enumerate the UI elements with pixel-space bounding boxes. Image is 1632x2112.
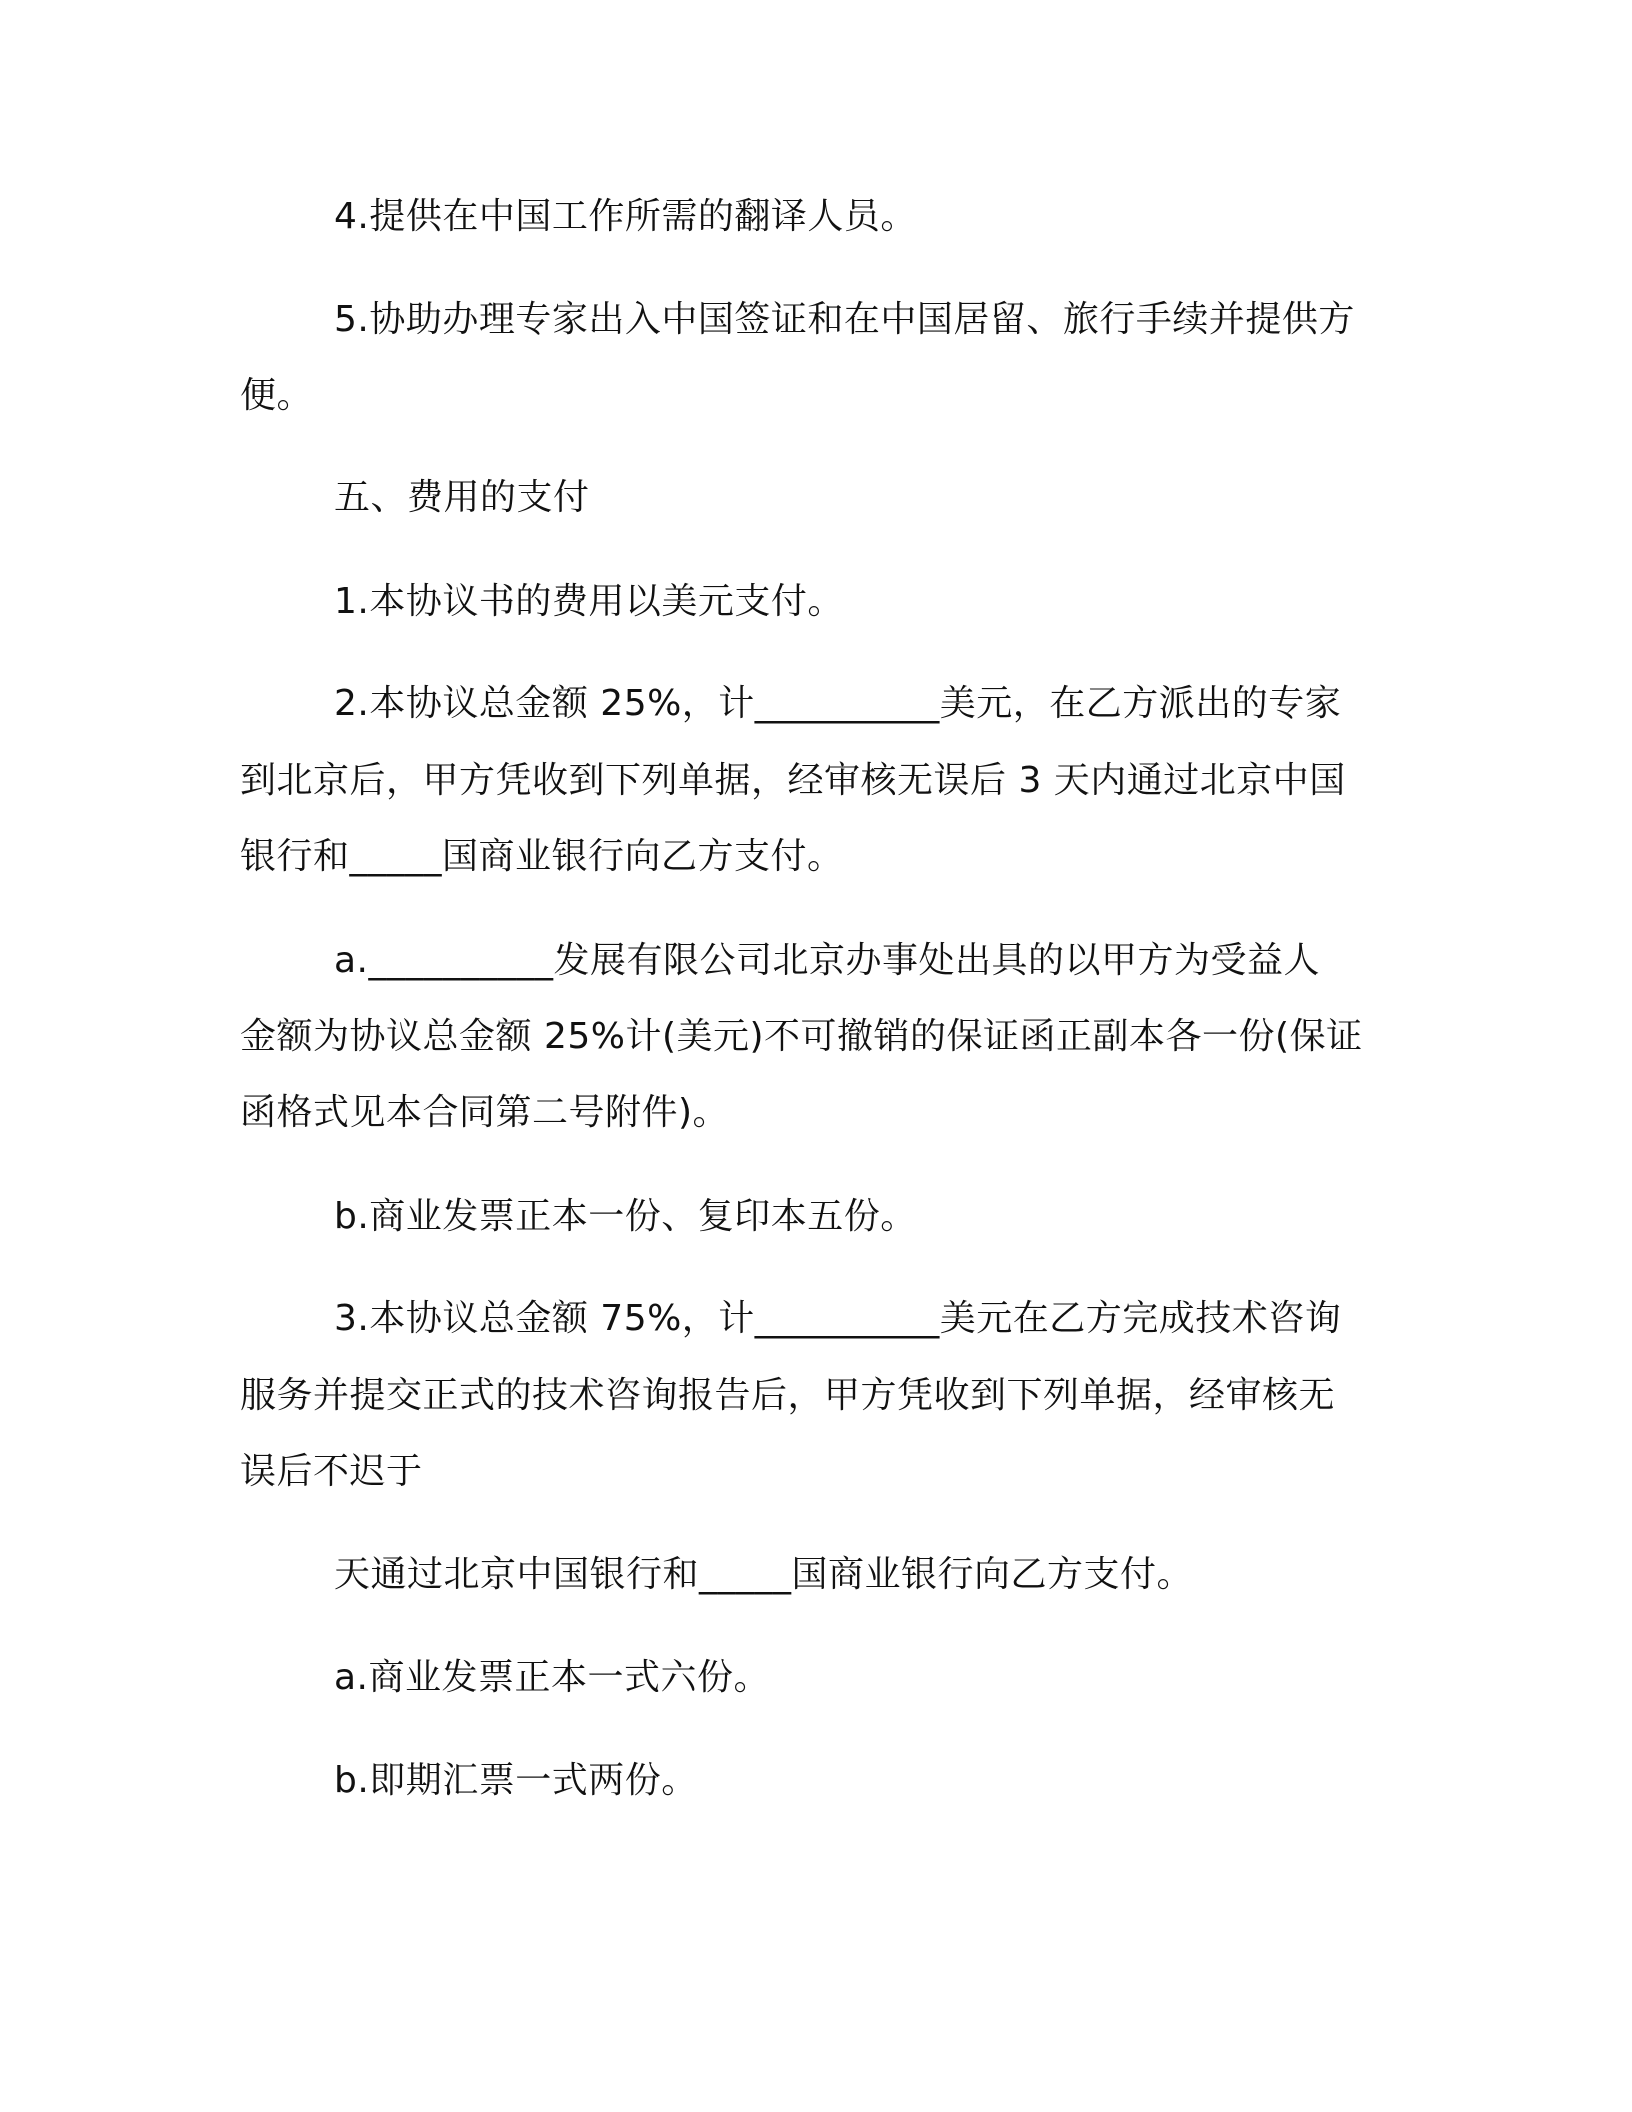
paragraph-line: b.商业发票正本一份、复印本五份。 bbox=[334, 1196, 917, 1237]
paragraph-line: 金额为协议总金额 25%计(美元)不可撤销的保证函正副本各一份(保证 bbox=[240, 1016, 1363, 1057]
paragraph-line: 便。 bbox=[240, 375, 314, 416]
paragraph-line: 1.本协议书的费用以美元支付。 bbox=[334, 581, 844, 622]
paragraph-line: 5.协助办理专家出入中国签证和在中国居留、旅行手续并提供方 bbox=[334, 299, 1355, 340]
section-heading: 五、费用的支付 bbox=[334, 477, 590, 518]
paragraph-line: 3.本协议总金额 75%，计__________美元在乙方完成技术咨询 bbox=[334, 1298, 1342, 1339]
paragraph-line: 误后不迟于 bbox=[240, 1451, 423, 1492]
paragraph-line: 服务并提交正式的技术咨询报告后，甲方凭收到下列单据，经审核无 bbox=[240, 1375, 1336, 1416]
paragraph-line: 2.本协议总金额 25%，计__________美元，在乙方派出的专家 bbox=[334, 683, 1342, 724]
paragraph-line: 银行和_____国商业银行向乙方支付。 bbox=[240, 836, 844, 877]
paragraph-line: 函格式见本合同第二号附件)。 bbox=[240, 1092, 730, 1133]
paragraph-line: 到北京后，甲方凭收到下列单据，经审核无误后 3 天内通过北京中国 bbox=[240, 760, 1346, 801]
paragraph-line: a.商业发票正本一式六份。 bbox=[334, 1657, 771, 1698]
paragraph-line: a.__________发展有限公司北京办事处出具的以甲方为受益人 bbox=[334, 940, 1321, 981]
paragraph-line: b.即期汇票一式两份。 bbox=[334, 1760, 698, 1801]
paragraph-line: 4.提供在中国工作所需的翻译人员。 bbox=[334, 196, 917, 237]
paragraph-line: 天通过北京中国银行和_____国商业银行向乙方支付。 bbox=[334, 1554, 1194, 1595]
